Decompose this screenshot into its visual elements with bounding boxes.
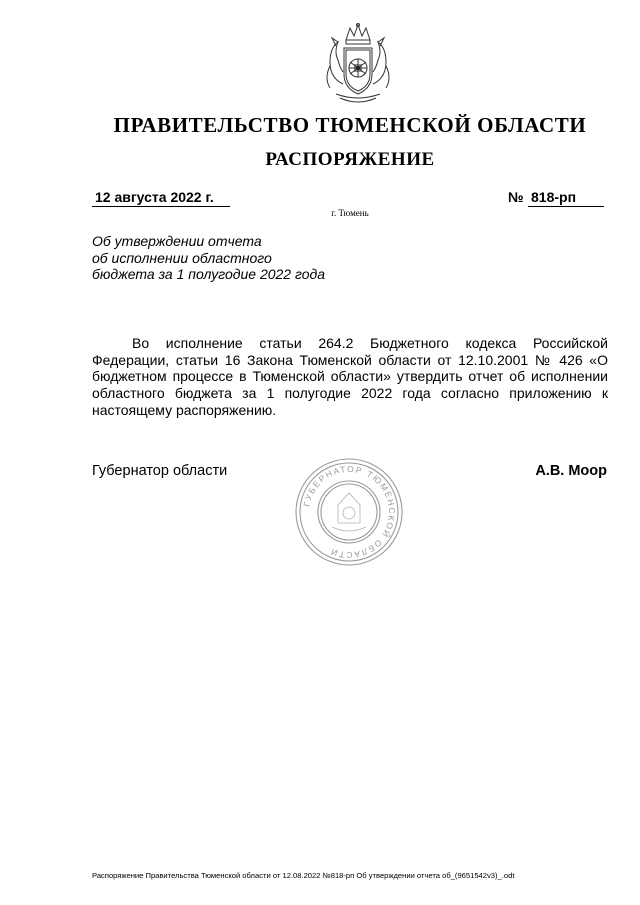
number-sign: № — [508, 189, 524, 205]
organization-title: ПРАВИТЕЛЬСТВО ТЮМЕНСКОЙ ОБЛАСТИ — [113, 113, 587, 137]
document-number: 818-рп — [531, 189, 577, 205]
svg-text:ГУБЕРНАТОР ТЮМЕНСКОЙ ОБЛАСТИ — [301, 464, 397, 560]
document-city: г. Тюмень — [331, 208, 369, 218]
document-type: РАСПОРЯЖЕНИЕ — [265, 149, 435, 170]
document-date-field — [92, 189, 230, 207]
subject-line: бюджета за 1 полугодие 2022 года — [92, 266, 326, 282]
signatory-name: А.В. Моор — [535, 463, 607, 479]
document-date: 12 августа 2022 г. — [95, 189, 214, 205]
document-number-field — [528, 189, 604, 207]
seal-text: ГУБЕРНАТОР ТЮМЕНСКОЙ ОБЛАСТИ — [301, 463, 398, 561]
document-footer: Распоряжение Правительства Тюменской области от 12.08.2022 №818-рп Об утверждении отчета об_(9651542v3)_.odt — [92, 871, 515, 880]
subject-line: Об утверждении отчета — [92, 233, 262, 249]
subject-line: об исполнении областного — [92, 249, 272, 266]
document-body: Во исполнение статьи 264.2 Бюджетного кодекса Российской Федерации, статьи 16 Закона Тюменской области от 12.10.2001 № 426 «О бюджетном процессе в Тюменской области» утвердить отчет об исполнении областного бюджета за 1 полугодие 2022 года согласно приложению к настоящему распоряжению. — [92, 335, 608, 418]
tyumen-coat-of-arms-icon — [316, 22, 400, 108]
signatory-position: Губернатор области — [92, 463, 228, 479]
document-subject — [92, 233, 325, 283]
official-seal-icon — [294, 457, 404, 567]
